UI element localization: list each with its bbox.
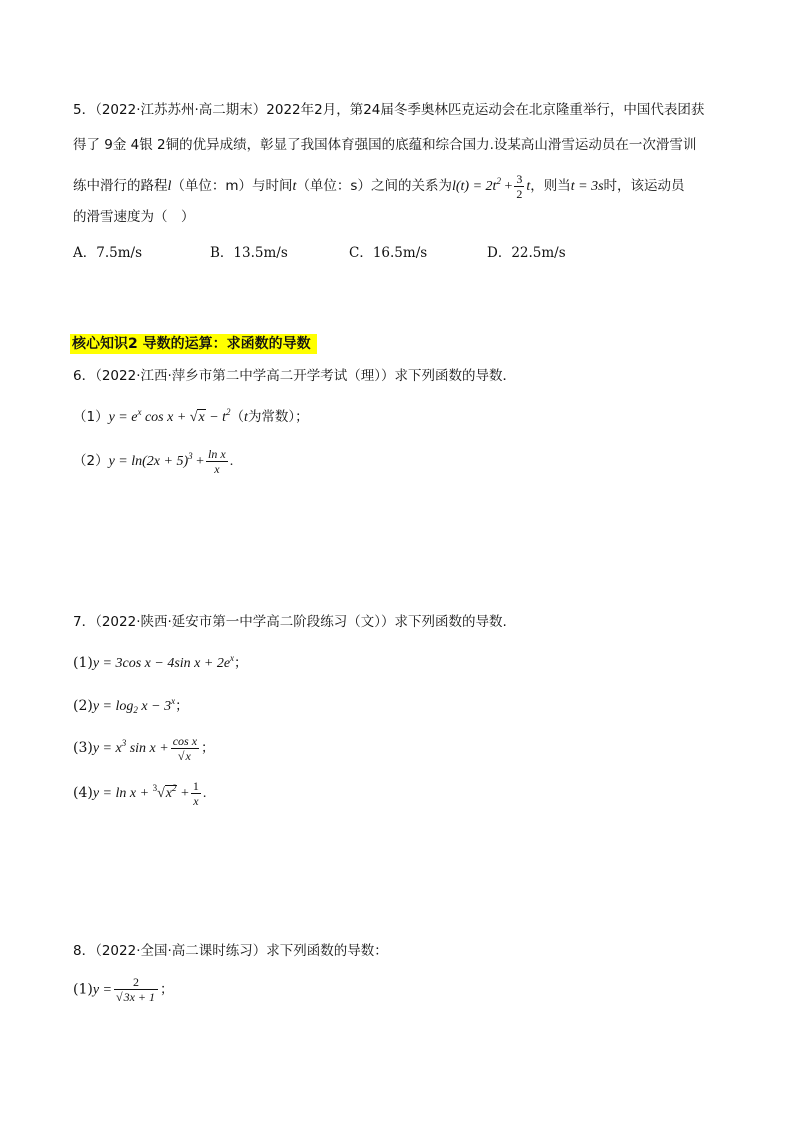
q5-formula xyxy=(451,172,531,202)
q8-p1-end: ； xyxy=(160,981,174,998)
q5-option-a: A．7.5m/s xyxy=(73,245,142,261)
q5-option-b: B．13.5m/s xyxy=(210,245,288,261)
q5-text: 时，该运动员 xyxy=(603,178,685,194)
q7-p4-root-index: 3 xyxy=(152,783,158,793)
q6-p2-label: （2） xyxy=(73,453,109,469)
q7-p1-exp: x xyxy=(230,653,235,663)
q7-part-1 xyxy=(73,648,248,674)
q7-p3-end: ； xyxy=(201,740,215,756)
q7-p4-radicand xyxy=(165,785,178,801)
q6-part-1 xyxy=(73,402,309,428)
q6-p1-formula: $y = e^x$ $\cos x + √x - t^2$ xyxy=(108,407,231,425)
q6-p2-end: . xyxy=(229,454,234,469)
q7-p4-label: (4) xyxy=(73,785,93,801)
q7-p3-a: y = x xyxy=(92,741,122,756)
q5-formula-exp: 2 xyxy=(496,176,501,186)
q6-stem: 6．（2022·江西·萍乡市第二中学高二开学考试（理））求下列函数的导数． xyxy=(73,368,517,384)
q7-part-3 xyxy=(73,733,215,763)
q7-p1-label: (1) xyxy=(73,655,93,671)
q7-p3-exp: 3 xyxy=(121,738,127,748)
q6-p1-exp: x xyxy=(137,407,142,417)
q7-stem: 7．（2022·陕西·延安市第一中学高二阶段练习（文））求下列函数的导数. xyxy=(73,614,507,630)
q5-frac-num: 3 xyxy=(516,172,523,187)
q5-line-4: 的滑雪速度为（ ） xyxy=(73,209,195,225)
q7-p4-formula: $y = \ln x + ^3√x^2$ + $\frac{1}{x}$ . xyxy=(92,779,207,809)
q7-p4-end: . xyxy=(202,786,207,801)
q5-formula-left: l(t) = 2t xyxy=(451,179,497,194)
q6-p2-formula xyxy=(108,447,234,477)
q5-var-l: l xyxy=(167,179,172,194)
q7-p4-num: 1 xyxy=(192,779,199,794)
q7-p3-den: √x xyxy=(171,748,199,763)
q5-formula-t: t xyxy=(526,179,531,194)
q5-option-d: D．22.5m/s xyxy=(487,245,566,261)
q5-line-1: 5．（2022·江苏苏州·高二期末）2022年2月，第24届冬季奥林匹克运动会在北京隆重举行，中国代表团获 xyxy=(73,102,705,118)
q8-p1-den: √3x + 1 xyxy=(114,989,158,1004)
q7-p1-end: ； xyxy=(234,655,248,671)
q7-p3-den-sqrt: x xyxy=(185,749,191,764)
q6-p1-note: （ xyxy=(230,409,245,425)
q6-p1-note-rest: 为常数）； xyxy=(247,409,309,425)
q7-p4-rad-exp: 2 xyxy=(171,783,177,793)
q7-p2-formula xyxy=(92,696,176,715)
q6-p1-label: （1） xyxy=(73,409,109,425)
q7-p3-num: cos x xyxy=(172,734,198,749)
q6-p2-den: x xyxy=(206,461,228,476)
q7-p4-fraction xyxy=(191,779,201,808)
q7-p3-b: sin x + xyxy=(126,741,169,756)
q5-line-2: 得了 9金 4银 2铜的优异成绩，彰显了我国体育强国的底蕴和综合国力.设某高山滑雪运动员在一次滑雪训 xyxy=(73,137,697,153)
q5-text: ，则当 xyxy=(530,178,571,194)
q7-part-4 xyxy=(73,778,206,808)
q8-p1-label: (1) xyxy=(73,981,93,998)
q7-p3-formula xyxy=(92,734,201,764)
section-heading: 核心知识2 导数的运算：求函数的导数 xyxy=(70,334,317,354)
q7-p3-label: (3) xyxy=(73,740,93,756)
q8-p1-den-sqrt: 3x + 1 xyxy=(123,990,156,1004)
q6-p2-plus: + xyxy=(196,454,205,469)
q6-p1-c: − t xyxy=(205,410,227,425)
q6-p2-fraction xyxy=(206,447,228,476)
q5-formula-plus: + xyxy=(504,179,513,194)
q5-option-c: C．16.5m/s xyxy=(349,245,428,261)
q7-p2-end: ； xyxy=(175,698,189,714)
q8-part-1 xyxy=(73,975,174,1004)
q8-p1-formula: y = xyxy=(92,982,113,998)
q7-p1-formula xyxy=(92,653,235,671)
q6-p1-note-t: t xyxy=(244,410,248,425)
q5-text: （单位：s）之间的关系为 xyxy=(296,178,452,194)
q7-part-2 xyxy=(73,691,189,720)
q6-p2-num: ln x xyxy=(208,447,226,462)
q7-p2-exp: x xyxy=(171,696,176,706)
q6-p1-b: cos x + xyxy=(141,410,190,425)
q7-p2-a: y = log xyxy=(92,699,134,714)
q5-text: （单位：m）与时间 xyxy=(171,178,293,194)
q7-p1-expr: y = 3cos x − 4sin x + 2e xyxy=(92,656,231,671)
q7-p4-plus: + xyxy=(180,786,189,801)
q6-p2-exp: 3 xyxy=(188,451,193,461)
q7-p4-a: y = ln x + xyxy=(92,786,153,801)
q8-stem: 8．（2022·全国·高二课时练习）求下列函数的导数： xyxy=(73,943,388,959)
q7-p4-den: x xyxy=(191,793,201,808)
q7-p2-label: (2) xyxy=(73,698,93,714)
q8-p1-num: 2 xyxy=(133,975,140,989)
q7-p3-fraction xyxy=(171,734,199,763)
q6-p2-a: y = ln(2x + 5) xyxy=(108,454,189,469)
q5-text: 练中滑行的路程 xyxy=(73,178,168,194)
q5-var-t: t xyxy=(292,179,297,194)
q5-fraction xyxy=(514,172,524,201)
q7-p2-sub: 2 xyxy=(133,705,138,715)
q8-p1-fraction xyxy=(114,975,158,1004)
q6-p1-sqrt: x xyxy=(198,410,205,425)
q7-p4-rad-x: x xyxy=(165,786,172,801)
q7-p2-b: x − 3 xyxy=(137,699,172,714)
q6-p1-exp2: 2 xyxy=(226,407,231,417)
q6-p1-a: y = e xyxy=(108,410,138,425)
q5-frac-den: 2 xyxy=(516,187,523,202)
q5-condition: t = 3s xyxy=(570,179,604,194)
q5-line-3 xyxy=(73,171,685,201)
q6-part-2 xyxy=(73,446,233,476)
